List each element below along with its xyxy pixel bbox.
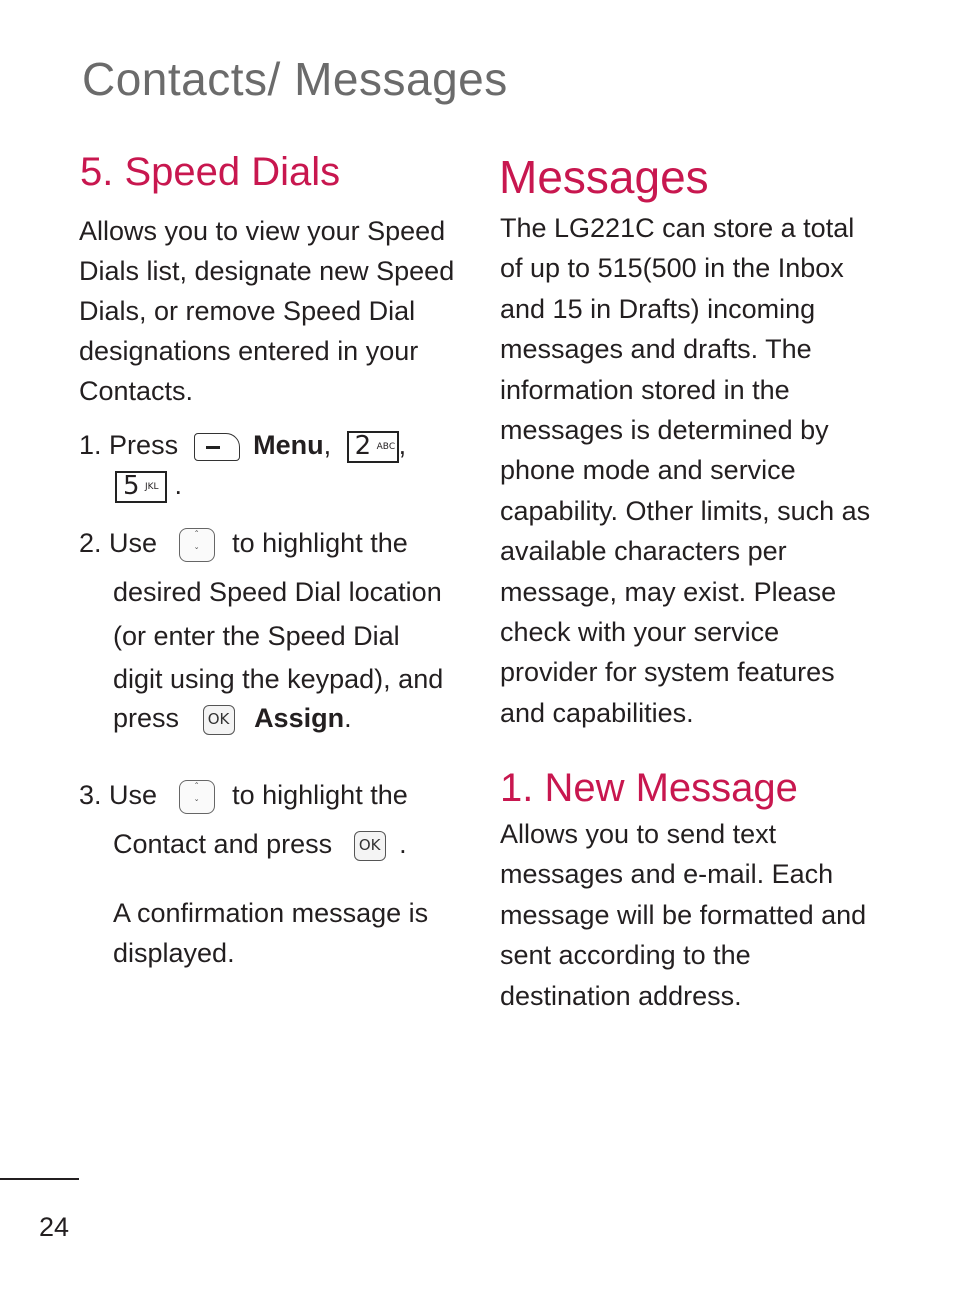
- navigation-key-icon: ˆ ˇ: [179, 528, 215, 562]
- step-text: (or enter the Speed Dial: [113, 620, 400, 651]
- menu-label: Menu: [253, 430, 324, 460]
- intro-line: Allows you to view your Speed: [79, 216, 446, 246]
- key-digit: 2: [354, 430, 372, 461]
- ok-key-icon: OK: [354, 831, 386, 861]
- step-number: 3.: [79, 780, 102, 811]
- body-line: check with your service: [500, 617, 780, 648]
- step-1-line-1: [79, 430, 406, 463]
- body-line: message will be formatted and: [500, 899, 867, 930]
- body-line: messages and e-mail. Each: [500, 859, 834, 890]
- speed-dials-intro: [79, 211, 454, 411]
- body-line: messages and drafts. The: [500, 334, 812, 365]
- new-message-body: [500, 814, 866, 1016]
- intro-line: Dials list, designate new Speed: [79, 256, 455, 286]
- step-2-body: [113, 571, 443, 702]
- body-line: available characters per: [500, 536, 787, 567]
- page-title: Contacts/ Messages: [82, 53, 508, 105]
- page-number: 24: [39, 1212, 70, 1242]
- key-letters: ABC: [376, 441, 396, 452]
- key-5-jkl-icon: [115, 471, 167, 503]
- new-message-heading: 1. New Message: [500, 766, 798, 810]
- step-press-text: press: [113, 703, 180, 733]
- body-line: capability. Other limits, such as: [500, 495, 871, 526]
- step-text: displayed.: [113, 938, 235, 968]
- body-line: The LG221C can store a total: [500, 213, 855, 243]
- body-line: of up to 515(500 in the Inbox: [500, 253, 844, 284]
- step-text: Contact and press: [113, 829, 333, 859]
- left-soft-key-icon: [194, 433, 240, 461]
- key-letters: JKL: [145, 481, 159, 492]
- assign-label: Assign: [254, 703, 345, 733]
- step-use-text: Use: [109, 528, 158, 559]
- confirmation-note: [113, 893, 428, 973]
- step-text: digit using the keypad), and: [113, 664, 444, 694]
- body-line: and 15 in Drafts) incoming: [500, 293, 816, 324]
- body-line: Allows you to send text: [500, 819, 777, 849]
- step-2-line-5: [113, 703, 352, 735]
- step-3-line-1: [79, 780, 408, 814]
- comma: ,: [323, 430, 332, 460]
- body-line: and capabilities.: [500, 697, 694, 728]
- step-use-text: Use: [109, 780, 158, 811]
- step-text: to highlight the: [232, 528, 408, 559]
- messages-body: [500, 208, 870, 733]
- key-2-abc-icon: [347, 431, 399, 463]
- intro-line: Dials, or remove Speed Dial: [79, 296, 416, 326]
- period: .: [399, 829, 407, 859]
- step-number: 2.: [79, 528, 102, 559]
- step-text: desired Speed Dial location: [113, 577, 442, 607]
- intro-line: Contacts.: [79, 376, 194, 406]
- intro-line: designations entered in your: [79, 336, 419, 366]
- step-press-text: Press: [109, 430, 179, 460]
- step-text: A confirmation message is: [113, 898, 429, 928]
- key-digit: 5: [123, 470, 140, 501]
- body-line: information stored in the: [500, 374, 790, 405]
- step-1-line-2: [115, 470, 182, 503]
- step-text: to highlight the: [232, 780, 408, 811]
- body-line: destination address.: [500, 980, 742, 1011]
- period: .: [344, 703, 352, 733]
- ok-key-icon: OK: [203, 705, 235, 735]
- step-3-line-2: [113, 829, 407, 861]
- body-line: messages is determined by: [500, 415, 829, 446]
- body-line: message, may exist. Please: [500, 576, 837, 607]
- messages-heading: Messages: [499, 151, 709, 203]
- step-2-line-1: [79, 528, 408, 562]
- body-line: provider for system features: [500, 657, 835, 688]
- period: .: [174, 470, 183, 500]
- navigation-key-icon: ˆ ˇ: [179, 780, 215, 814]
- footer-rule: [0, 1178, 79, 1180]
- comma: ,: [398, 430, 407, 460]
- step-number: 1.: [79, 430, 102, 460]
- body-line: sent according to the: [500, 940, 751, 971]
- speed-dials-heading: 5. Speed Dials: [80, 150, 341, 194]
- body-line: phone mode and service: [500, 455, 796, 486]
